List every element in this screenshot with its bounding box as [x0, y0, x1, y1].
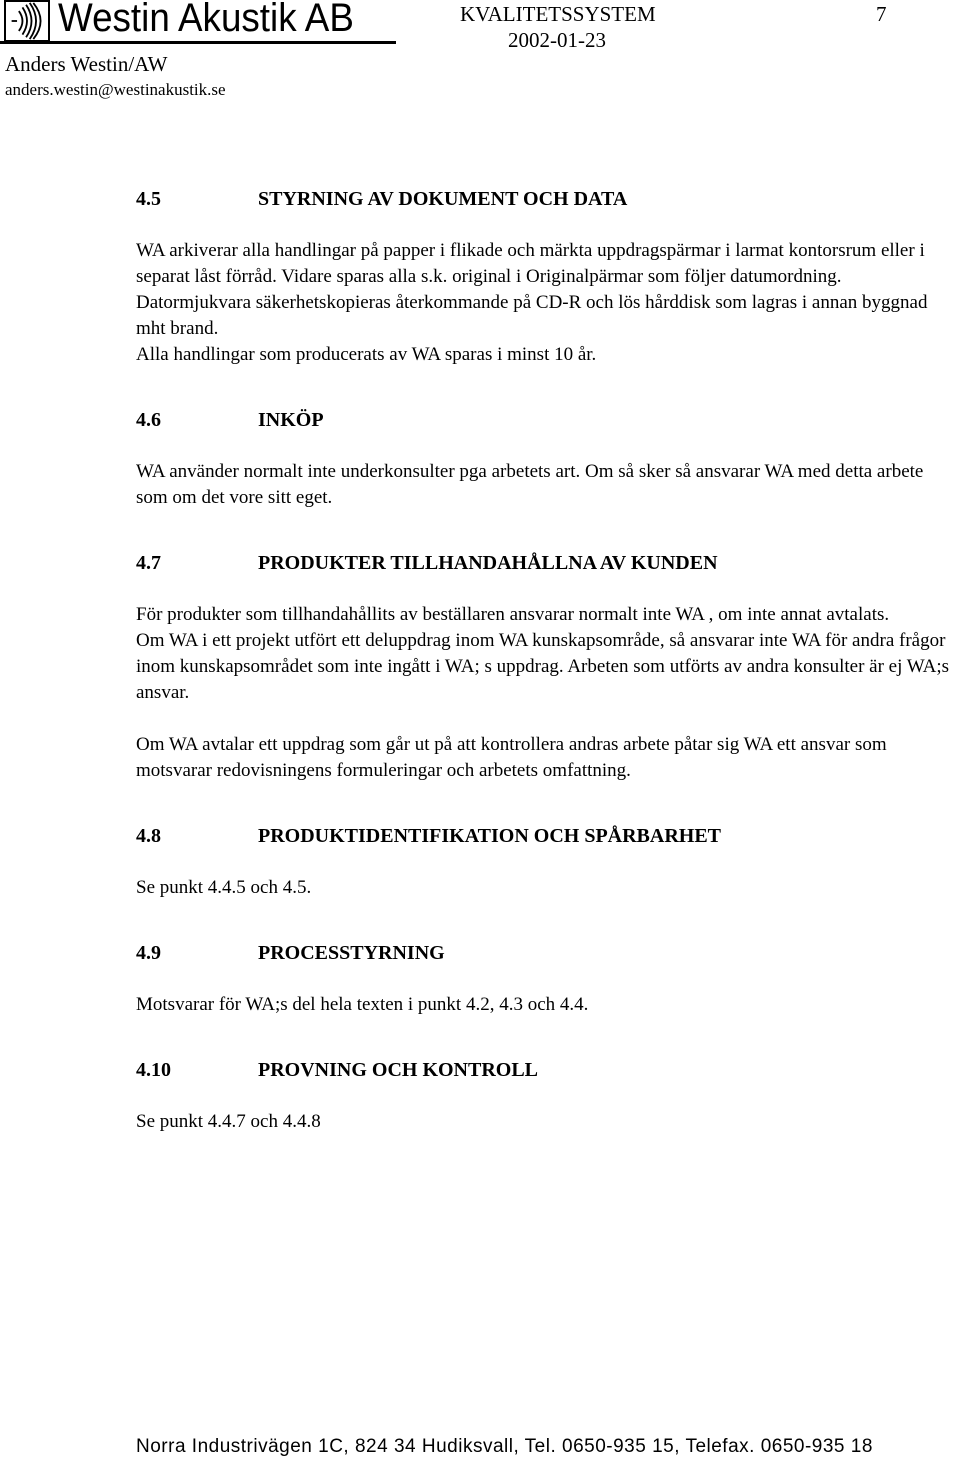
section-number: 4.9: [136, 942, 161, 964]
company-logo-icon: [4, 0, 50, 42]
section-number: 4.7: [136, 552, 161, 574]
author-email: anders.westin@westinakustik.se: [5, 80, 226, 99]
section-title: INKÖP: [258, 409, 324, 431]
paragraph: Motsvarar för WA;s del hela texten i punkt 4.2, 4.3 och 4.4.: [136, 994, 589, 1015]
section-heading: [136, 940, 958, 966]
paragraph: Om WA i ett projekt utfört ett deluppdrag inom WA kunskapsområde, så ansvarar inte WA för andra frågor inom kunskapsområdet som inte ingått i WA; s uppdrag. Arbeten som utförts av andra konsulter är ej WA;s ansvar.: [136, 630, 949, 703]
section-number: 4.6: [136, 409, 161, 431]
author-name: Anders Westin/AW: [5, 52, 168, 76]
header-divider: [0, 41, 396, 44]
section-number: 4.5: [136, 188, 161, 210]
paragraph: Om WA avtalar ett uppdrag som går ut på att kontrollera andras arbete påtar sig WA ett ansvar som motsvarar redovisningens formuleringar och arbetets omfattning.: [136, 734, 887, 781]
footer-address: Norra Industrivägen 1C, 824 34 Hudiksvall, Tel. 0650-935 15, Telefax. 0650-935 18: [136, 1436, 873, 1457]
paragraph: WA använder normalt inte underkonsulter pga arbetets art. Om så sker så ansvarar WA med detta arbete som om det vore sitt eget.: [136, 461, 924, 508]
paragraph: Se punkt 4.4.7 och 4.4.8: [136, 1111, 321, 1132]
section-title: PRODUKTER TILLHANDAHÅLLNA AV KUNDEN: [258, 552, 718, 574]
section-4-9: [136, 940, 958, 1018]
section-title: PROCESSTYRNING: [258, 942, 445, 964]
section-4-7: [136, 550, 958, 784]
section-heading: [136, 407, 958, 433]
paragraph: Datormjukvara säkerhetskopieras återkommande på CD-R och lös hårddisk som lagras i annan byggnad mht brand.: [136, 292, 928, 339]
section-heading: [136, 823, 958, 849]
section-title: STYRNING AV DOKUMENT OCH DATA: [258, 188, 628, 210]
document-system-title: KVALITETSSYSTEM: [460, 2, 656, 26]
section-heading: [136, 1057, 958, 1083]
section-4-10: [136, 1057, 958, 1135]
section-heading: [136, 186, 958, 212]
page-number: 7: [876, 2, 887, 26]
section-4-6: [136, 407, 958, 511]
paragraph: För produkter som tillhandahållits av beställaren ansvarar normalt inte WA , om inte annat avtalats.: [136, 604, 890, 625]
document-date: 2002-01-23: [508, 28, 606, 52]
section-number: 4.10: [136, 1059, 171, 1081]
paragraph: Alla handlingar som producerats av WA sparas i minst 10 år.: [136, 344, 597, 365]
document-body: [136, 186, 958, 1135]
section-4-5: [136, 186, 958, 368]
section-title: PRODUKTIDENTIFIKATION OCH SPÅRBARHET: [258, 825, 722, 847]
company-name: Westin Akustik AB: [58, 0, 354, 40]
paragraph: Se punkt 4.4.5 och 4.5.: [136, 877, 312, 898]
section-title: PROVNING OCH KONTROLL: [258, 1059, 539, 1081]
section-4-8: [136, 823, 958, 901]
section-number: 4.8: [136, 825, 161, 847]
section-heading: [136, 550, 958, 576]
sound-wave-logo-icon: [6, 2, 48, 40]
paragraph: WA arkiverar alla handlingar på papper i flikade och märkta uppdragspärmar i larmat kontorsrum eller i separat låst förråd. Vidare sparas alla s.k. original i Originalpärmar som följer datumordning.: [136, 240, 925, 287]
